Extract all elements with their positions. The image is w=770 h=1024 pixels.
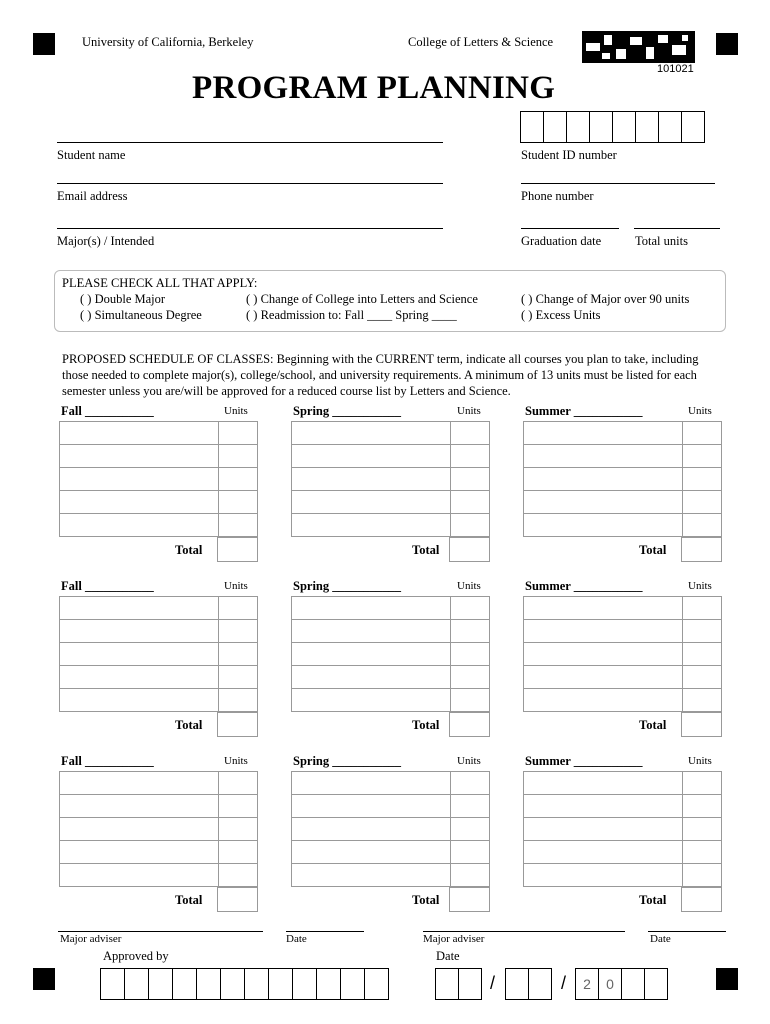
fall-units-label-2: Units (224, 580, 248, 592)
fall-term-label-3[interactable]: Fall ___________ (61, 754, 154, 768)
course-row[interactable] (60, 445, 257, 468)
grad-date-line[interactable] (521, 228, 619, 229)
course-row[interactable] (292, 689, 489, 711)
check-excess-units[interactable]: ( ) Excess Units (521, 308, 601, 322)
course-row[interactable] (60, 795, 257, 818)
date-slash-1: / (490, 973, 496, 993)
email-line[interactable] (57, 183, 443, 184)
course-row[interactable] (60, 841, 257, 864)
major-adviser-label-2: Major adviser (423, 933, 485, 945)
college-name: College of Letters & Science (408, 35, 554, 49)
registration-mark-bottom-right (716, 968, 738, 990)
course-row[interactable] (524, 468, 721, 491)
fall-total-label-1: Total (175, 543, 203, 557)
course-row[interactable] (60, 422, 257, 445)
spring-total-label-2: Total (412, 718, 440, 732)
university-name: University of California, Berkeley (82, 35, 254, 49)
course-row[interactable] (292, 445, 489, 468)
fall-total-label-3: Total (175, 893, 203, 907)
student-id-boxes[interactable] (520, 111, 705, 143)
email-label: Email address (57, 189, 128, 203)
course-row[interactable] (524, 772, 721, 795)
date-label-2: Date (650, 933, 671, 945)
course-row[interactable] (60, 491, 257, 514)
summer-total-label-3: Total (639, 893, 667, 907)
course-row[interactable] (60, 620, 257, 643)
spring-total-box-1[interactable] (449, 537, 490, 562)
date-label-1: Date (286, 933, 307, 945)
course-row[interactable] (524, 422, 721, 445)
registration-mark-top-left (33, 33, 55, 55)
fall-units-label-1: Units (224, 405, 248, 417)
course-row[interactable] (60, 772, 257, 795)
date-slash-2: / (561, 973, 567, 993)
form-code: 101021 (657, 63, 694, 75)
student-name-label: Student name (57, 148, 126, 162)
schedule-instructions: PROPOSED SCHEDULE OF CLASSES: Beginning with the CURRENT term, indicate all courses you plan to take, including those needed to complete major(s), college/school, and university requirements. A minimum of 13 units must be listed for each semester unless you are/will be approved for a reduced course list by Letters and Science. (62, 352, 699, 398)
course-row[interactable] (60, 514, 257, 536)
course-row[interactable] (292, 818, 489, 841)
fall-course-grid-1[interactable] (59, 421, 258, 537)
summer-course-grid-2[interactable] (523, 596, 722, 712)
major-adviser-line-2[interactable] (423, 931, 625, 932)
spring-course-grid-3[interactable] (291, 771, 490, 887)
summer-term-label-3[interactable]: Summer ___________ (525, 754, 643, 768)
check-simultaneous-degree[interactable]: ( ) Simultaneous Degree (80, 308, 202, 322)
check-heading: PLEASE CHECK ALL THAT APPLY: (62, 276, 258, 290)
summer-units-label-3: Units (688, 755, 712, 767)
fall-course-grid-2[interactable] (59, 596, 258, 712)
date-month-boxes[interactable] (435, 968, 482, 1000)
year-digit-2: 0 (599, 969, 622, 999)
fall-term-label-2[interactable]: Fall ___________ (61, 579, 154, 593)
majors-line[interactable] (57, 228, 443, 229)
course-row[interactable] (292, 864, 489, 886)
check-double-major[interactable]: ( ) Double Major (80, 292, 166, 306)
approved-by-boxes[interactable] (100, 968, 389, 1000)
fall-total-box-3[interactable] (217, 887, 258, 912)
course-row[interactable] (292, 620, 489, 643)
course-row[interactable] (524, 841, 721, 864)
spring-total-label-1: Total (412, 543, 440, 557)
course-row[interactable] (524, 666, 721, 689)
check-change-major[interactable]: ( ) Change of Major over 90 units (521, 292, 690, 306)
course-row[interactable] (292, 422, 489, 445)
major-adviser-label-1: Major adviser (60, 933, 122, 945)
summer-total-box-1[interactable] (681, 537, 722, 562)
summer-total-box-2[interactable] (681, 712, 722, 737)
date-year-boxes[interactable] (575, 968, 668, 1000)
course-row[interactable] (60, 864, 257, 886)
spring-units-label-2: Units (457, 580, 481, 592)
summer-course-grid-1[interactable] (523, 421, 722, 537)
year-digit-4[interactable] (645, 969, 667, 999)
fall-total-box-2[interactable] (217, 712, 258, 737)
date-line-1[interactable] (286, 931, 364, 932)
date-day-boxes[interactable] (505, 968, 552, 1000)
grad-date-label: Graduation date (521, 234, 602, 248)
fall-course-grid-3[interactable] (59, 771, 258, 887)
registration-mark-top-right (716, 33, 738, 55)
spring-total-label-3: Total (412, 893, 440, 907)
year-digit-1: 2 (576, 969, 599, 999)
registration-mark-bottom-left (33, 968, 55, 990)
check-change-college[interactable]: ( ) Change of College into Letters and Science (246, 292, 478, 306)
course-row[interactable] (524, 795, 721, 818)
fall-units-label-3: Units (224, 755, 248, 767)
year-digit-3[interactable] (622, 969, 645, 999)
course-row[interactable] (292, 597, 489, 620)
spring-total-box-3[interactable] (449, 887, 490, 912)
fall-total-label-2: Total (175, 718, 203, 732)
course-row[interactable] (524, 445, 721, 468)
student-id-label: Student ID number (521, 148, 617, 162)
summer-course-grid-3[interactable] (523, 771, 722, 887)
form-barcode (582, 31, 695, 63)
summer-term-label-1[interactable]: Summer ___________ (525, 404, 643, 418)
date-label-2-caption: Date (436, 949, 460, 963)
spring-units-label-1: Units (457, 405, 481, 417)
course-row[interactable] (292, 468, 489, 491)
course-row[interactable] (60, 666, 257, 689)
course-row[interactable] (60, 468, 257, 491)
spring-term-label-1[interactable]: Spring ___________ (293, 404, 402, 418)
phone-line[interactable] (521, 183, 715, 184)
course-row[interactable] (524, 818, 721, 841)
course-row[interactable] (292, 795, 489, 818)
summer-units-label-1: Units (688, 405, 712, 417)
page-title: PROGRAM PLANNING (192, 70, 556, 106)
spring-total-box-2[interactable] (449, 712, 490, 737)
course-row[interactable] (292, 643, 489, 666)
course-row[interactable] (60, 643, 257, 666)
course-row[interactable] (524, 689, 721, 711)
fall-term-label-1[interactable]: Fall ___________ (61, 404, 154, 418)
fall-total-box-1[interactable] (217, 537, 258, 562)
check-readmission[interactable]: ( ) Readmission to: Fall ____ Spring ____ (246, 308, 457, 322)
spring-course-grid-1[interactable] (291, 421, 490, 537)
summer-term-label-2[interactable]: Summer ___________ (525, 579, 643, 593)
course-row[interactable] (292, 514, 489, 536)
course-row[interactable] (60, 689, 257, 711)
course-row[interactable] (292, 772, 489, 795)
summer-units-label-2: Units (688, 580, 712, 592)
date-line-2[interactable] (648, 931, 726, 932)
spring-units-label-3: Units (457, 755, 481, 767)
summer-total-box-3[interactable] (681, 887, 722, 912)
course-row[interactable] (524, 620, 721, 643)
course-row[interactable] (292, 666, 489, 689)
course-row[interactable] (524, 514, 721, 536)
total-units-line[interactable] (634, 228, 720, 229)
course-row[interactable] (292, 841, 489, 864)
summer-total-label-1: Total (639, 543, 667, 557)
course-row[interactable] (60, 597, 257, 620)
course-row[interactable] (524, 597, 721, 620)
approved-by-label: Approved by (103, 949, 169, 963)
majors-label: Major(s) / Intended (57, 234, 155, 248)
course-row[interactable] (524, 864, 721, 886)
major-adviser-line-1[interactable] (58, 931, 263, 932)
spring-course-grid-2[interactable] (291, 596, 490, 712)
spring-term-label-3[interactable]: Spring ___________ (293, 754, 402, 768)
course-row[interactable] (524, 643, 721, 666)
student-name-line[interactable] (57, 142, 443, 143)
summer-total-label-2: Total (639, 718, 667, 732)
spring-term-label-2[interactable]: Spring ___________ (293, 579, 402, 593)
course-row[interactable] (60, 818, 257, 841)
phone-label: Phone number (521, 189, 594, 203)
course-row[interactable] (524, 491, 721, 514)
total-units-label: Total units (635, 234, 688, 248)
course-row[interactable] (292, 491, 489, 514)
